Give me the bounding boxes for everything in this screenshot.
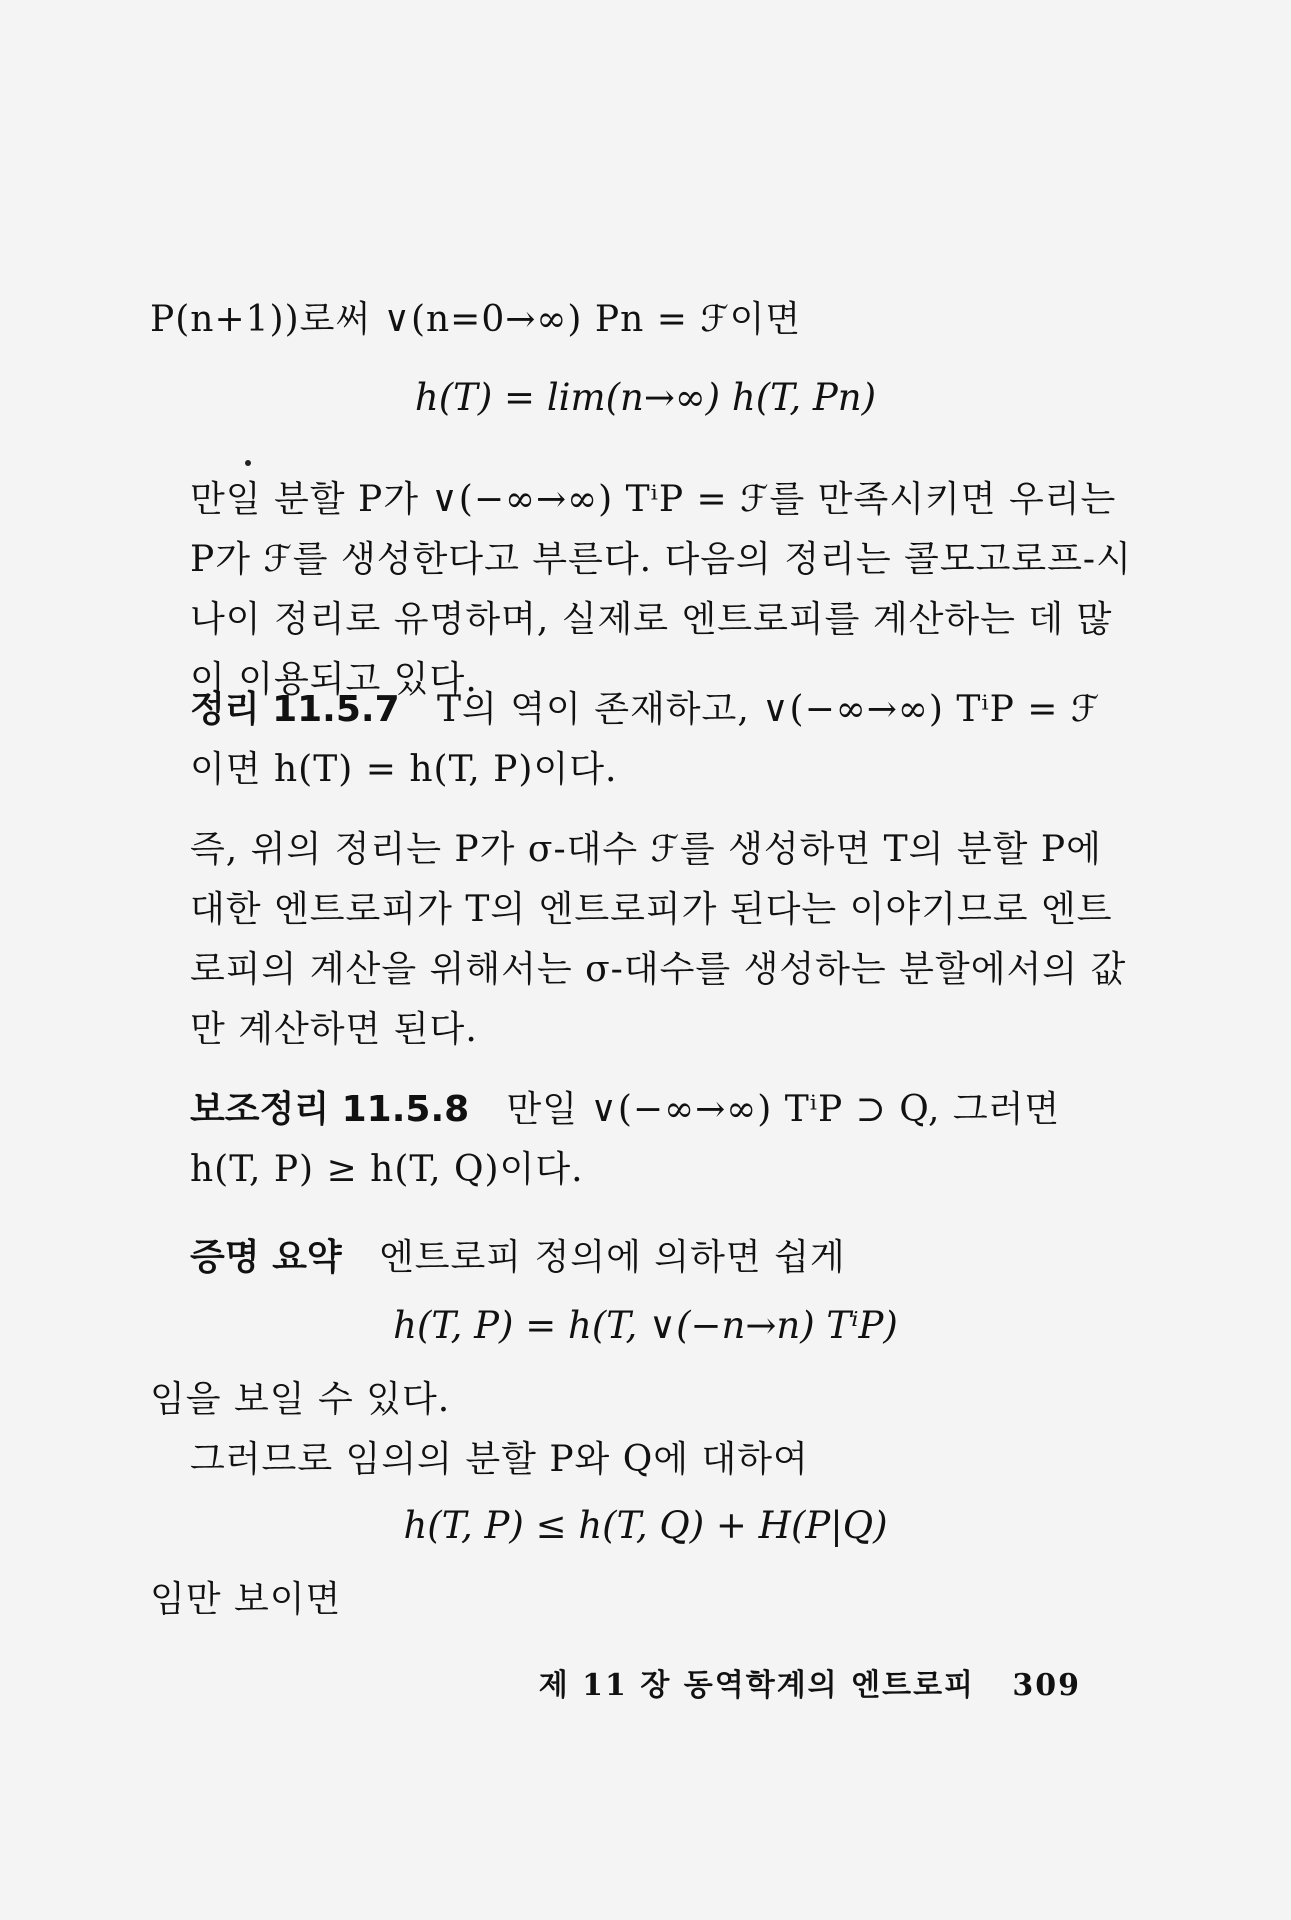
page-footer: [539, 1660, 1081, 1704]
line-last: [150, 1570, 1095, 1630]
intro-line-text: P(n+1))로써 ∨(n=0→∞) Pn = ℱ이면: [150, 299, 802, 340]
intro-line: [150, 290, 1095, 350]
page-number: 309: [1012, 1668, 1081, 1703]
paragraph-explanation: [150, 820, 1135, 1060]
line-last-text: 임만 보이면: [150, 1579, 342, 1620]
paragraph-explanation-text: 즉, 위의 정리는 P가 σ-대수 ℱ를 생성하면 T의 분할 P에 대한 엔트로피가 T의 엔트로피가 된다는 이야기므로 엔트로피의 계산을 위해서는 σ-대수를 생성하는 분할에서의 값만 계산하면 된다.: [190, 829, 1127, 1050]
line-after-equation: [150, 1370, 1095, 1430]
line-therefore: [150, 1430, 1135, 1490]
equation-limit: [0, 368, 1291, 428]
lemma-label: 보조정리 11.5.8: [190, 1089, 470, 1130]
lemma-text: 만일 ∨(−∞→∞) TⁱP ⊃ Q, 그러면 h(T, P) ≥ h(T, Q)이다.: [190, 1089, 1061, 1190]
proof-label: 증명 요약: [190, 1237, 342, 1278]
equation-inequality-text: h(T, P) ≤ h(T, Q) + H(P|Q): [403, 1504, 888, 1547]
equation-partition-text: h(T, P) = h(T, ∨(−n→n) TⁱP): [393, 1304, 898, 1347]
paragraph-generator-text: 만일 분할 P가 ∨(−∞→∞) TⁱP = ℱ를 만족시키면 우리는 P가 ℱ를 생성한다고 부른다. 다음의 정리는 콜모고로프-시나이 정리로 유명하며, 실제로 엔트로피를 계산하는 데 많이 이용되고 있다.: [190, 479, 1132, 700]
equation-partition: [0, 1296, 1291, 1356]
lemma-11-5-8: [150, 1080, 1135, 1200]
theorem-11-5-7: [150, 680, 1135, 800]
line-therefore-text: 그러므로 임의의 분할 P와 Q에 대하여: [190, 1439, 809, 1480]
chapter-title: 제 11 장 동역학계의 엔트로피: [538, 1668, 976, 1703]
paragraph-generator: [150, 470, 1135, 710]
equation-limit-text: h(T) = lim(n→∞) h(T, Pn): [414, 376, 877, 419]
equation-inequality: [0, 1496, 1291, 1556]
stray-mark: [245, 460, 251, 466]
theorem-label: 정리 11.5.7: [190, 689, 400, 730]
line-after-equation-text: 임을 보일 수 있다.: [150, 1379, 451, 1420]
theorem-text: T의 역이 존재하고, ∨(−∞→∞) TⁱP = ℱ이면 h(T) = h(T, P)이다.: [190, 689, 1101, 790]
proof-text: 엔트로피 정의에 의하면 쉽게: [378, 1237, 846, 1278]
proof-sketch: [150, 1228, 1135, 1288]
